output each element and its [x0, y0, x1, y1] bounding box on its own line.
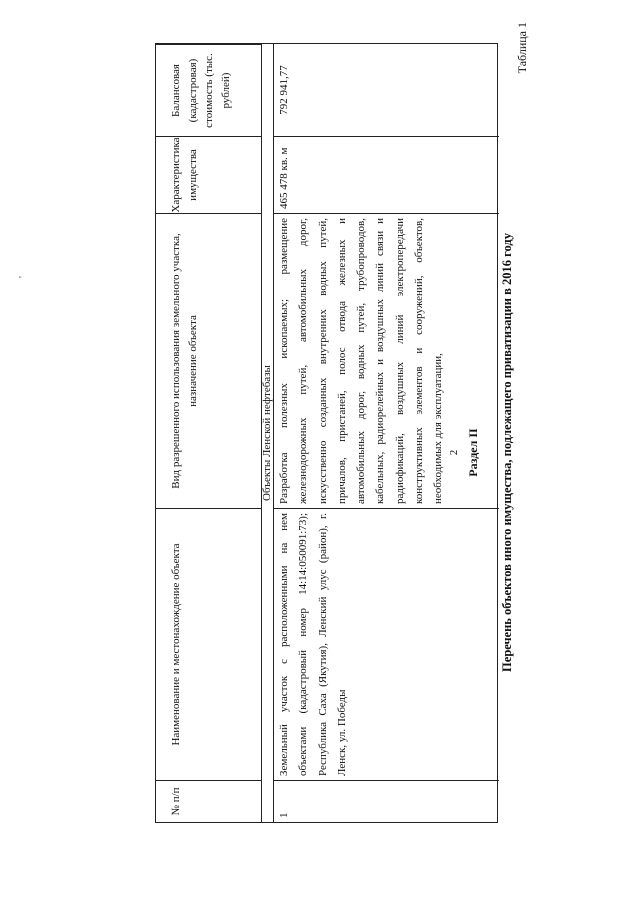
cell-value: 792 941,77 [278, 65, 290, 115]
document-title: Перечень объектов иного имущества, подлежащего приватизации в 2016 году [500, 233, 514, 672]
cell-num: 1 [273, 780, 499, 822]
section-heading: Раздел II [466, 428, 480, 477]
table-label: Таблица 1 [515, 22, 529, 74]
header-value: Балансовая (кадастровая) стоимость (тыс. рублей) [156, 44, 261, 136]
cell-name: Земельный участок с расположенными на нем объектами (кадастровый номер 14:14:050091:73); Республика Саха (Якутия), Ленский улус (район), г. Ленск, ул. Победы [273, 508, 499, 780]
cell-char: 465 478 кв. м [273, 136, 499, 213]
header-use: Вид разрешенного использования земельного участка, назначение объекта [156, 213, 261, 508]
header-num: № п/п [156, 780, 261, 822]
header-char: Характеристика имущества [156, 136, 261, 213]
scan-mark: ' [18, 276, 29, 278]
page-number: 2 [448, 449, 460, 456]
cell-use: Разработка полезных ископаемых; размещение железнодорожных путей, автомобильных дорог, искусственно созданных внутренних водных путей, причалов, пристаней, полос отвода железных и автомобильных дорог, водных путей, трубопроводов, кабельных, радиорелейных и воздушных линий связи и радиофикаций, воздушных линий электропередачи конструктивных элементов и сооружений, объектов, необходимых для эксплуатации, [273, 213, 499, 508]
property-table [155, 43, 498, 823]
group-title: Объекты Ленской нефтебазы [261, 365, 273, 501]
table-row [273, 44, 499, 822]
header-name: Наименование и местонахождение объекта [156, 508, 261, 780]
